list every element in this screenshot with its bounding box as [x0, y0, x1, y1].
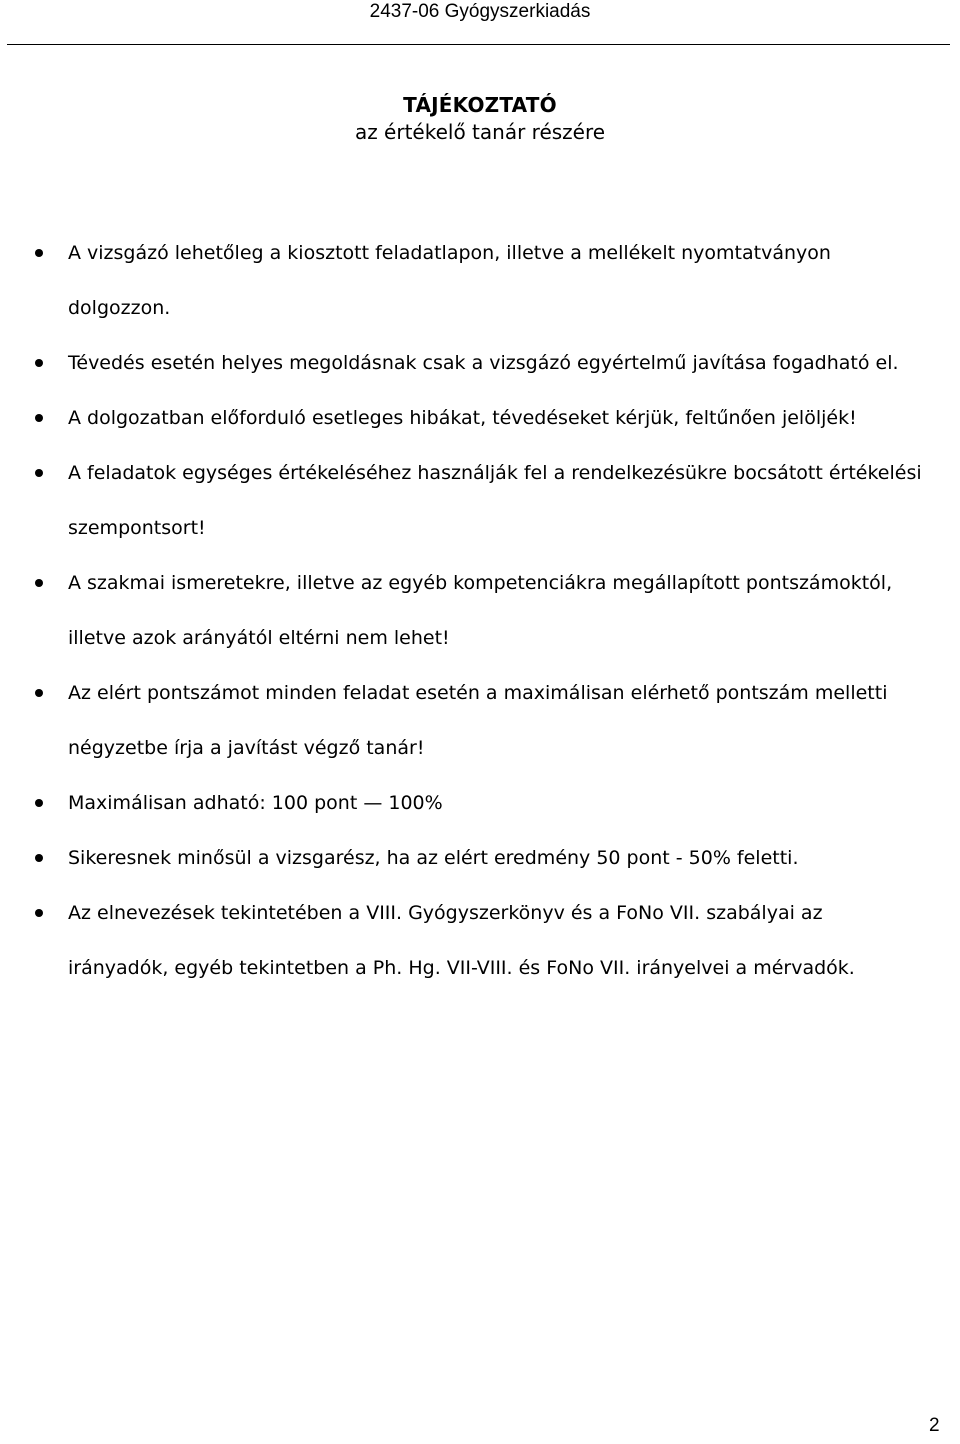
list-item-line: négyzetbe írja a javítást végző tanár! [68, 737, 425, 759]
list-item-line: Tévedés esetén helyes megoldásnak csak a vizsgázó egyértelmű javítása fogadható el. [68, 352, 899, 374]
bullet-icon [35, 909, 43, 917]
list-item [0, 226, 960, 336]
bullet-icon [35, 359, 43, 367]
list-item-line: Az elnevezések tekintetében a VIII. Gyógyszerkönyv és a FoNo VII. szabályai az [68, 902, 823, 924]
bullet-icon [35, 689, 43, 697]
bullet-icon [35, 249, 43, 257]
list-item [0, 831, 960, 886]
document-title-block [0, 92, 960, 146]
list-item [0, 776, 960, 831]
list-item [0, 446, 960, 556]
list-item-line: dolgozzon. [68, 297, 171, 319]
list-item [0, 886, 960, 996]
list-item [0, 666, 960, 776]
document-subtitle: az értékelő tanár részére [354, 120, 606, 144]
list-item [0, 336, 960, 391]
bullet-icon [35, 469, 43, 477]
list-item-line: A feladatok egységes értékeléséhez használják fel a rendelkezésükre bocsátott értékelési [68, 462, 922, 484]
list-item-line: Az elért pontszámot minden feladat esetén a maximálisan elérhető pontszám melletti [68, 682, 888, 704]
bullet-icon [35, 799, 43, 807]
bullet-icon [35, 414, 43, 422]
header-title: 2437-06 Gyógyszerkiadás [369, 1, 591, 22]
list-item-line: A dolgozatban előforduló esetleges hibákat, tévedéseket kérjük, feltűnően jelöljék! [68, 407, 857, 429]
list-item-line: illetve azok arányától eltérni nem lehet! [68, 627, 450, 649]
page-header [0, 0, 960, 44]
list-item-line: Maximálisan adható: 100 pont — 100% [68, 792, 443, 814]
page-number: 2 [929, 1415, 940, 1436]
bullet-icon [35, 579, 43, 587]
instruction-list [0, 226, 960, 996]
list-item-line: A szakmai ismeretekre, illetve az egyéb kompetenciákra megállapított pontszámoktól, [68, 572, 893, 594]
document-title: TÁJÉKOZTATÓ [403, 93, 557, 117]
header-rule [7, 44, 950, 45]
list-item-line: A vizsgázó lehetőleg a kiosztott feladatlapon, illetve a mellékelt nyomtatványon [68, 242, 831, 264]
list-item [0, 556, 960, 666]
list-item [0, 391, 960, 446]
list-item-line: irányadók, egyéb tekintetben a Ph. Hg. VII-VIII. és FoNo VII. irányelvei a mérvadók. [68, 957, 855, 979]
list-item-line: szempontsort! [68, 517, 206, 539]
list-item-line: Sikeresnek minősül a vizsgarész, ha az elért eredmény 50 pont - 50% feletti. [68, 847, 799, 869]
bullet-icon [35, 854, 43, 862]
